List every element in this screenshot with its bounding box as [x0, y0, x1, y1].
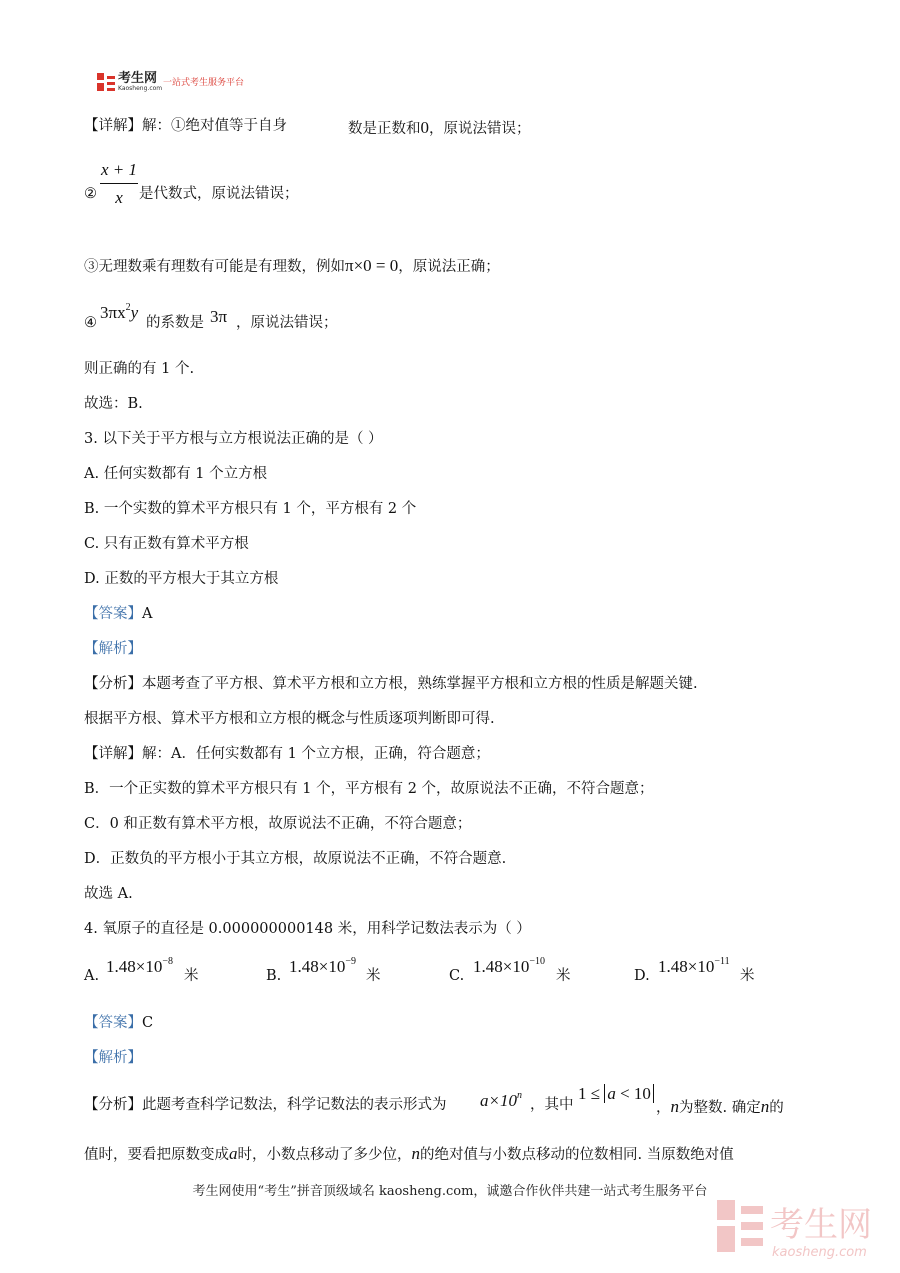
q3-option-a: A. 任何实数都有 1 个立方根 [84, 466, 268, 482]
q3-choice: 故选 A. [84, 886, 133, 902]
q2-item1-rest [348, 119, 531, 137]
fraction-denominator: x [115, 188, 123, 207]
q4-option-b-unit: 米 [366, 968, 381, 984]
q4-question: 4. 氧原子的直径是 0.000000000148 米，用科学记数法表示为（ ） [84, 921, 531, 937]
q4-option-c-value [473, 958, 545, 975]
q4-option-c-unit: 米 [556, 968, 571, 984]
option-a-base: 1.48×10 [106, 957, 163, 976]
q4-n-var-2: n [760, 1097, 770, 1116]
q4-fenxi-text-c: ， [656, 1100, 671, 1116]
sci-form-n: n [516, 1090, 522, 1101]
q2-item1-text-a: 解：①绝对值等于自身 [142, 118, 287, 134]
q3-fenxi-line-2: 根据平方根、算术平方根和立方根的概念与性质逐项判断即可得. [84, 711, 495, 727]
item4-expr-y: y [130, 303, 139, 322]
option-a-exp: −8 [162, 956, 173, 967]
q4-analysis-tag: 【解析】 [84, 1050, 142, 1066]
watermark-logo-icon [717, 1200, 763, 1252]
q3-analysis-tag: 【解析】 [84, 641, 142, 657]
fenxi-tag: 【分析】 [84, 676, 142, 692]
cond-part-a: 1 ≤ [578, 1084, 601, 1103]
q2-item1-text-c: ，原说法错误； [429, 121, 531, 137]
watermark-url: kaosheng.com [772, 1245, 867, 1260]
fraction-numerator: x + 1 [100, 160, 138, 184]
logo-name: 考生网 [118, 71, 158, 86]
q4-fenxi-line-1-tail [656, 1098, 784, 1116]
option-b-base: 1.48×10 [289, 957, 346, 976]
q2-item4-mark: ④ [84, 315, 97, 331]
q3-option-d: D. 正数的平方根大于其立方根 [84, 571, 279, 587]
q2-item4-text-a: 的系数是 [146, 315, 204, 331]
page-footer: 考生网使用“考生”拼音顶级域名 kaosheng.com，诚邀合作伙伴共建一站式考生服务平台 [192, 1184, 708, 1199]
option-c-exp: −10 [529, 956, 545, 967]
q4-fenxi-text-d: 为整数. 确定 [679, 1100, 761, 1116]
q2-item2-text: 是代数式，原说法错误； [139, 186, 299, 202]
q2-item4-expression [100, 304, 138, 321]
q4-option-d-unit: 米 [740, 968, 755, 984]
q3-detail-line-c: C．0 和正数有算术平方根，故原说法不正确，不符合题意； [84, 816, 472, 832]
q4-option-c-letter: C. [449, 968, 465, 984]
kaosheng-logo-icon [97, 73, 115, 91]
answer-tag: 【答案】 [84, 606, 142, 622]
q4-fenxi-text-b: ，其中 [530, 1097, 574, 1113]
q4-option-d-value [658, 958, 730, 975]
q2-item3-text-a: ③无理数乘有理数有可能是有理数，例如 [84, 259, 345, 275]
option-c-base: 1.48×10 [473, 957, 530, 976]
q4-fenxi-line-2 [84, 1145, 734, 1163]
q2-item3-text-b: ，原说法正确； [398, 259, 500, 275]
sci-form-a: a×10 [480, 1091, 517, 1110]
q4-sci-form [480, 1092, 522, 1109]
q2-item3-math: π×0 = 0 [345, 256, 399, 275]
fenxi-tag: 【分析】 [84, 1097, 142, 1113]
logo-url: Kaosheng.com [118, 85, 163, 92]
q4-option-d-letter: D. [634, 968, 650, 984]
q3-fenxi-text-1: 本题考查了平方根、算术平方根和立方根，熟练掌握平方根和立方根的性质是解题关键. [142, 676, 698, 692]
option-d-base: 1.48×10 [658, 957, 715, 976]
q2-item4-coef: 3π [210, 307, 228, 326]
q4-answer-line [84, 1016, 153, 1031]
q3-answer: A [142, 606, 153, 622]
q2-choice: 故选：B. [84, 396, 143, 412]
q4-a-var: a [229, 1144, 238, 1163]
q3-option-c: C. 只有正数有算术平方根 [84, 536, 249, 552]
q3-detail-line-a [84, 747, 490, 762]
q4-condition [578, 1085, 654, 1102]
q3-detail-line-b: B．一个正实数的算术平方根只有 1 个，平方根有 2 个，故原说法不正确，不符合题意； [84, 781, 654, 797]
option-d-exp: −11 [714, 956, 730, 967]
q2-item4-text-b: ，原说法错误； [236, 315, 338, 331]
q2-item3-line [84, 257, 500, 275]
q4-line2-text-a: 值时，要看把原数变成 [84, 1147, 229, 1163]
q4-fenxi-line-1 [84, 1098, 447, 1113]
cond-abs-box [604, 1084, 654, 1103]
q3-fenxi-line-1 [84, 677, 698, 692]
q4-option-b-value [289, 958, 356, 975]
watermark-text: 考生网 [770, 1205, 872, 1245]
detail-tag: 【详解】 [84, 746, 142, 762]
option-b-exp: −9 [345, 956, 356, 967]
q4-fenxi-text-a: 此题考查科学记数法，科学记数法的表示形式为 [142, 1097, 447, 1113]
q3-detail-a: 解：A．任何实数都有 1 个立方根，正确，符合题意； [142, 746, 490, 762]
q2-detail-line-1 [84, 119, 287, 134]
q2-fraction [100, 160, 138, 208]
q4-n-var: n [670, 1097, 679, 1116]
q4-option-a-value [106, 958, 173, 975]
q4-fenxi-text-e: 的 [769, 1100, 784, 1116]
q4-n-var-3: n [411, 1144, 420, 1163]
q2-item1-zero: 0 [420, 118, 429, 137]
q3-answer-line [84, 607, 152, 622]
q2-item2-mark: ② [84, 186, 97, 202]
q3-question: 3. 以下关于平方根与立方根说法正确的是（ ） [84, 431, 383, 447]
detail-tag: 【详解】 [84, 118, 142, 134]
q2-item4-rest [146, 316, 204, 331]
item4-expr-base: 3πx [100, 303, 126, 322]
q2-item1-text-b: 数是正数和 [348, 121, 421, 137]
q4-option-b-letter: B. [266, 968, 282, 984]
q4-option-a-letter: A. [84, 968, 100, 984]
item4-expr-exponent: 2 [125, 302, 131, 313]
logo-slogan: 一站式考生服务平台 [163, 78, 245, 88]
cond-part-b: a [607, 1084, 616, 1103]
answer-tag: 【答案】 [84, 1015, 142, 1031]
q4-answer: C [142, 1015, 154, 1031]
cond-part-c: < 10 [620, 1084, 651, 1103]
q3-option-b: B. 一个实数的算术平方根只有 1 个，平方根有 2 个 [84, 501, 417, 517]
q3-detail-line-d: D．正数负的平方根小于其立方根，故原说法不正确，不符合题意. [84, 851, 507, 867]
q4-line2-text-c: 的绝对值与小数点移动的位数相同. 当原数绝对值 [420, 1147, 734, 1163]
q2-conclusion: 则正确的有 1 个. [84, 361, 195, 377]
q4-line2-text-b: 时，小数点移动了多少位， [237, 1147, 412, 1163]
q4-option-a-unit: 米 [184, 968, 199, 984]
